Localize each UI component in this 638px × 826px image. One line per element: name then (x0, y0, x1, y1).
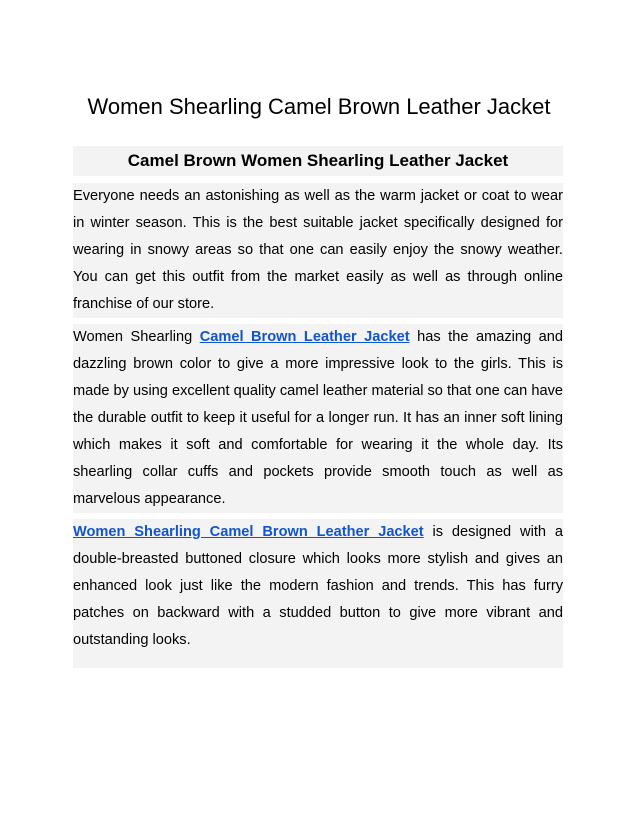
product-link[interactable]: Camel Brown Leather Jacket (199, 329, 410, 345)
paragraph-description (73, 324, 563, 513)
document-body (73, 146, 563, 674)
paragraph-text: Women Shearling (73, 329, 200, 345)
paragraph-text: has the amazing and dazzling brown color to give a more impressive look to the girls. This is made by using excellent quality camel leather material so that one can have the durable outfit to keep it useful for a longer run. It has an inner soft lining which makes it soft and comfortable for wearing it the whole day. Its shearling collar cuffs and pockets provide smooth touch as well as marvelous appearance. (73, 329, 563, 507)
document-title: Women Shearling Camel Brown Leather Jacket (87, 94, 551, 119)
paragraph-text: is designed with a double-breasted buttoned closure which looks more stylish and gives an enhanced look just like the modern fashion and trends. This has furry patches on backward with a studded button to give more vibrant and outstanding looks. (73, 524, 563, 648)
paragraph-intro: Everyone needs an astonishing as well as the warm jacket or coat to wear in winter season. This is the best suitable jacket specifically designed for wearing in snowy areas so that one can easily enjoy the snowy weather. You can get this outfit from the market easily as well as through online franchise of our store. (73, 183, 563, 318)
document-subtitle: Camel Brown Women Shearling Leather Jacket (127, 151, 509, 170)
paragraph-design (73, 519, 563, 668)
subtitle-band (73, 146, 563, 176)
product-link-full[interactable]: Women Shearling Camel Brown Leather Jacket (73, 524, 424, 540)
